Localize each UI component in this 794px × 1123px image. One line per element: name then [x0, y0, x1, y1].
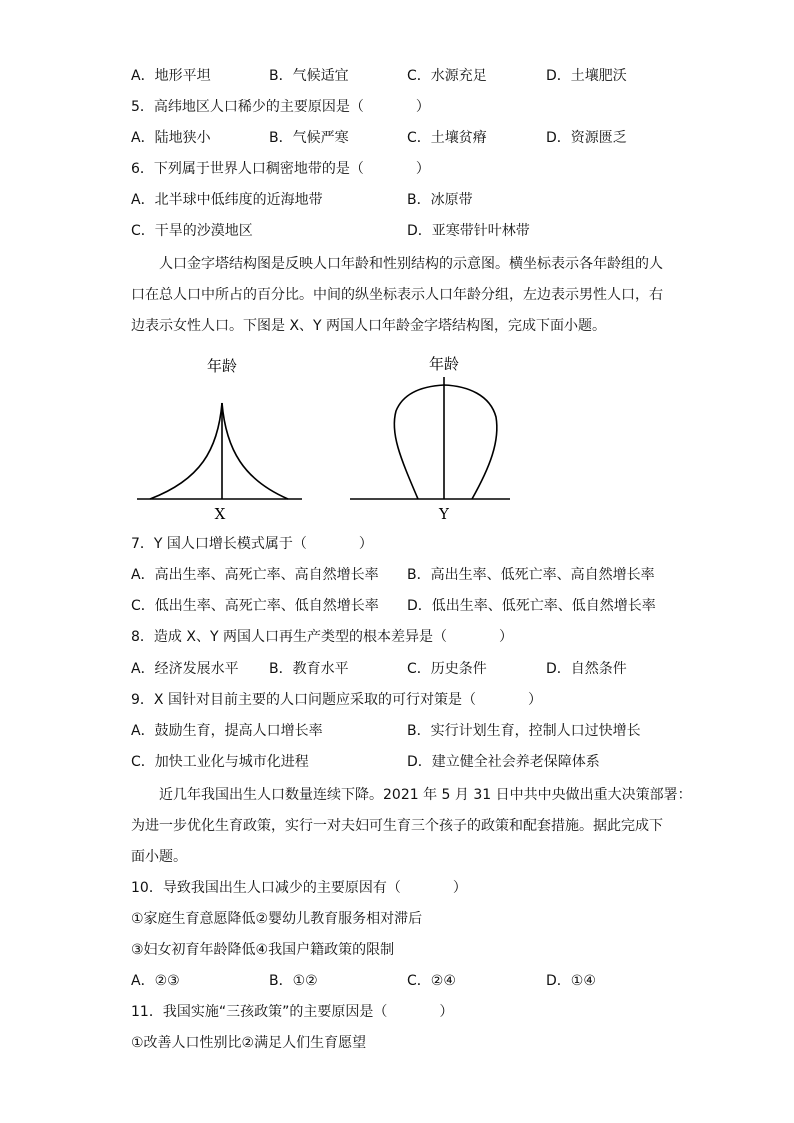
q7-option-c: C．低出生率、高死亡率、低自然增长率: [131, 598, 379, 614]
q8-option-b: B．教育水平: [269, 661, 349, 677]
q8-stem: [131, 627, 513, 647]
pyramid-x-male-outline: [150, 403, 222, 499]
q9-option-c: C．加快工业化与城市化进程: [131, 754, 309, 770]
q5-option-a: A．陆地狭小: [131, 130, 211, 146]
q9-option-a: A．鼓励生育，提高人口增长率: [131, 723, 323, 739]
q9-stem-text: 9．X 国针对目前主要的人口问题应采取的可行对策是（: [131, 692, 476, 708]
passage2-line3: 面小题。: [131, 849, 187, 865]
q8-option-c: C．历史条件: [407, 661, 487, 677]
q6-option-b: B．冰原带: [407, 192, 473, 208]
q5-option-d: D．资源匮乏: [546, 130, 627, 146]
q10-option-b: B．①②: [269, 973, 318, 989]
pyramid-y-outline: [394, 385, 497, 499]
q8-stem-text: 8．造成 X、Y 两国人口再生产类型的根本差异是（: [131, 629, 447, 645]
q6-stem: [131, 159, 430, 179]
q10-stem: [131, 878, 467, 898]
q10-stem-close: ）: [452, 880, 467, 896]
pyramid-y: [350, 355, 510, 523]
passage1-line1: 人口金字塔结构图是反映人口年龄和性别结构的示意图。横坐标表示各年龄组的人: [159, 256, 663, 272]
pyramid-x-female-outline: [222, 403, 288, 499]
q6-stem-text: 6．下列属于世界人口稠密地带的是（: [131, 161, 364, 177]
q7-stem-close: ）: [358, 536, 373, 552]
q8-option-d: D．自然条件: [546, 661, 627, 677]
passage2-line1: 近几年我国出生人口数量连续下降。2021 年 5 月 31 日中共中央做出重大决策部署：: [159, 787, 692, 803]
q11-item-line1: ①改善人口性别比②满足人们生育愿望: [131, 1035, 367, 1051]
q5-stem-close: ）: [415, 99, 430, 115]
pyramid-x: [137, 357, 302, 523]
q8-option-a: A．经济发展水平: [131, 661, 239, 677]
q9-stem: [131, 690, 542, 710]
q11-stem-close: ）: [439, 1004, 454, 1020]
passage1-line2: 口在总人口中所占的百分比。中间的纵坐标表示人口年龄分组，左边表示男性人口，右: [131, 287, 663, 303]
q7-stem: [131, 534, 373, 554]
q5-stem: [131, 97, 430, 117]
q11-stem-text: 11．我国实施“三孩政策”的主要原因是（: [131, 1004, 388, 1020]
pyramid-y-label: Y: [439, 505, 449, 523]
q9-stem-close: ）: [527, 692, 542, 708]
q6-option-d: D．亚寒带针叶林带: [407, 223, 530, 239]
q7-option-d: D．低出生率、低死亡率、低自然增长率: [407, 598, 656, 614]
q8-stem-close: ）: [498, 629, 513, 645]
q7-option-b: B．高出生率、低死亡率、高自然增长率: [407, 567, 655, 583]
q4-option-b: B．气候适宜: [269, 68, 349, 84]
q6-stem-close: ）: [415, 161, 430, 177]
q7-stem-text: 7．Y 国人口增长模式属于（: [131, 536, 307, 552]
pyramid-y-age-label: 年龄: [428, 355, 460, 373]
q4-option-d: D．土壤肥沃: [546, 68, 627, 84]
q7-option-a: A．高出生率、高死亡率、高自然增长率: [131, 567, 379, 583]
pyramid-x-label: X: [214, 505, 226, 523]
passage2-line2: 为进一步优化生育政策，实行一对夫妇可生育三个孩子的政策和配套措施。据此完成下: [131, 818, 663, 834]
q10-item-line2: ③妇女初育年龄降低④我国户籍政策的限制: [131, 942, 395, 958]
passage1-line3: 边表示女性人口。下图是 X、Y 两国人口年龄金字塔结构图，完成下面小题。: [131, 318, 607, 334]
q5-stem-text: 5．高纬地区人口稀少的主要原因是（: [131, 99, 364, 115]
q11-stem: [131, 1002, 453, 1022]
q10-item-line1: ①家庭生育意愿降低②婴幼儿教育服务相对滞后: [131, 911, 423, 927]
pyramid-x-age-label: 年龄: [206, 357, 238, 375]
q10-option-c: C．②④: [407, 973, 456, 989]
q10-option-a: A．②③: [131, 973, 180, 989]
q6-option-a: A．北半球中低纬度的近海地带: [131, 192, 323, 208]
q5-option-b: B．气候严寒: [269, 130, 349, 146]
q6-option-c: C．干旱的沙漠地区: [131, 223, 253, 239]
q5-option-c: C．土壤贫瘠: [407, 130, 487, 146]
q10-option-d: D．①④: [546, 973, 596, 989]
q9-option-b: B．实行计划生育，控制人口过快增长: [407, 723, 641, 739]
population-pyramid-figure: [0, 345, 794, 545]
q4-option-c: C．水源充足: [407, 68, 487, 84]
q10-stem-text: 10．导致我国出生人口减少的主要原因有（: [131, 880, 401, 896]
q9-option-d: D．建立健全社会养老保障体系: [407, 754, 600, 770]
q4-option-a: A．地形平坦: [131, 68, 211, 84]
